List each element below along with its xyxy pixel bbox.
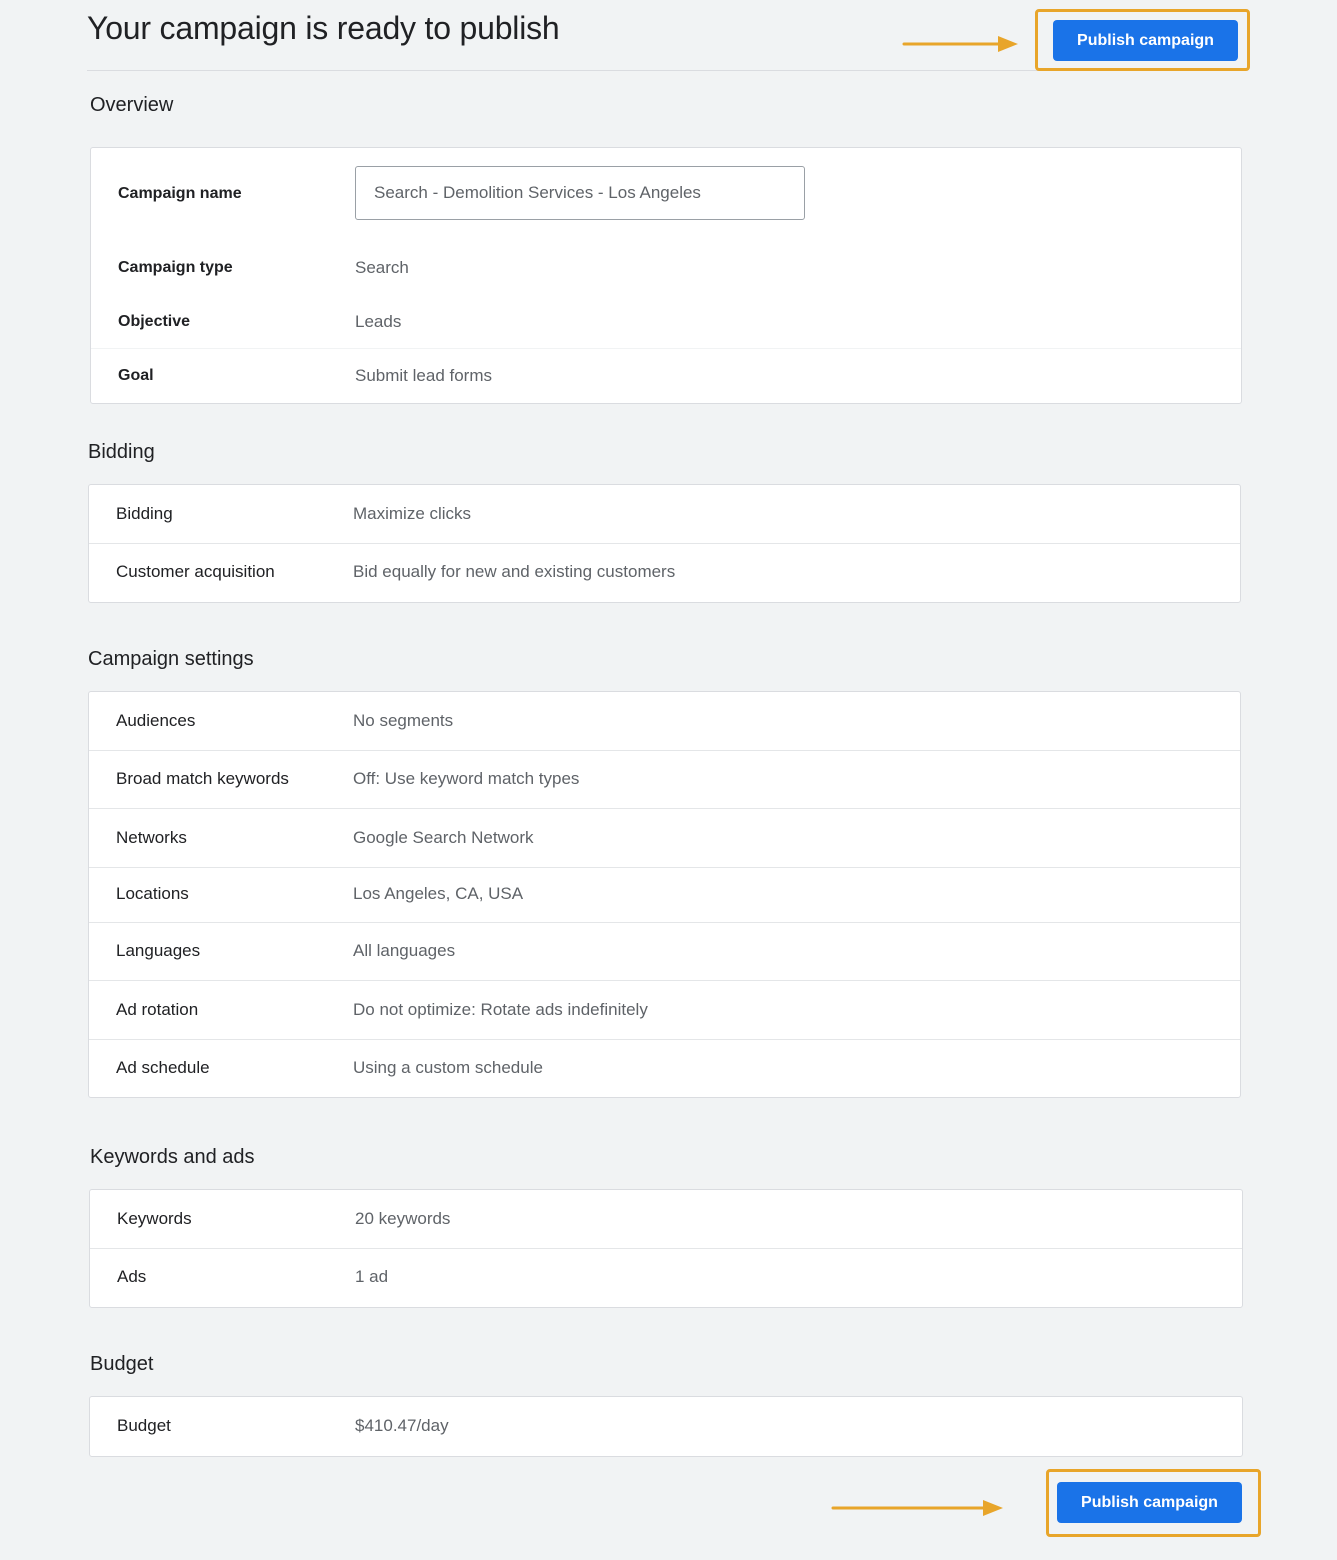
audiences-label: Audiences [116, 711, 196, 730]
campaign-name-input[interactable] [355, 166, 805, 220]
table-row [89, 923, 1240, 981]
table-row [89, 485, 1240, 544]
section-title-campaign-settings: Campaign settings [88, 648, 254, 670]
objective-value: Leads [355, 312, 402, 331]
languages-label: Languages [116, 941, 201, 960]
campaign-type-value: Search [355, 258, 409, 277]
table-row [89, 809, 1240, 868]
budget-value: $410.47/day [355, 1416, 449, 1435]
audiences-value: No segments [353, 711, 454, 730]
table-row [89, 868, 1240, 923]
objective-label: Objective [118, 313, 191, 330]
broad-match-label: Broad match keywords [116, 769, 289, 788]
ad-schedule-value: Using a custom schedule [353, 1058, 543, 1077]
table-row [89, 544, 1240, 603]
customer-acquisition-value: Bid equally for new and existing customers [353, 562, 676, 581]
row-divider [91, 348, 1241, 349]
goal-label: Goal [118, 367, 154, 384]
campaign-type-label: Campaign type [118, 259, 233, 276]
bidding-card [88, 484, 1241, 603]
goal-value: Submit lead forms [355, 366, 492, 385]
campaign-settings-card [88, 691, 1241, 1098]
arrow-annotation-top [902, 33, 1022, 55]
publish-campaign-button-top[interactable]: Publish campaign [1053, 20, 1238, 61]
keywords-label: Keywords [117, 1209, 192, 1228]
locations-label: Locations [116, 884, 189, 903]
table-row [89, 1040, 1240, 1098]
table-row [90, 1190, 1242, 1249]
networks-value: Google Search Network [353, 828, 534, 847]
locations-value: Los Angeles, CA, USA [353, 884, 524, 903]
section-title-keywords-and-ads: Keywords and ads [90, 1146, 255, 1168]
table-row [90, 1249, 1242, 1308]
section-title-bidding: Bidding [88, 441, 155, 463]
section-title-overview: Overview [90, 94, 174, 116]
section-title-budget: Budget [90, 1353, 154, 1375]
keywords-ads-card [89, 1189, 1243, 1308]
table-row [89, 981, 1240, 1040]
budget-card [89, 1396, 1243, 1457]
publish-campaign-button-bottom[interactable]: Publish campaign [1057, 1482, 1242, 1523]
languages-value: All languages [353, 941, 456, 960]
bidding-label: Bidding [116, 504, 173, 523]
networks-label: Networks [116, 828, 187, 847]
bidding-value: Maximize clicks [353, 504, 472, 523]
customer-acquisition-label: Customer acquisition [116, 562, 275, 581]
ads-value: 1 ad [355, 1267, 389, 1286]
ads-label: Ads [117, 1267, 147, 1286]
page-title: Your campaign is ready to publish [87, 10, 560, 46]
ad-rotation-label: Ad rotation [116, 1000, 199, 1019]
broad-match-value: Off: Use keyword match types [353, 769, 580, 788]
arrow-annotation-bottom [831, 1497, 1007, 1519]
table-row [90, 1397, 1242, 1457]
keywords-value: 20 keywords [355, 1209, 451, 1228]
table-row [89, 692, 1240, 751]
table-row [89, 751, 1240, 809]
overview-card [90, 147, 1242, 404]
campaign-name-label: Campaign name [118, 185, 242, 202]
ad-rotation-value: Do not optimize: Rotate ads indefinitely [353, 1000, 648, 1019]
ad-schedule-label: Ad schedule [116, 1058, 210, 1077]
budget-label: Budget [117, 1416, 171, 1435]
